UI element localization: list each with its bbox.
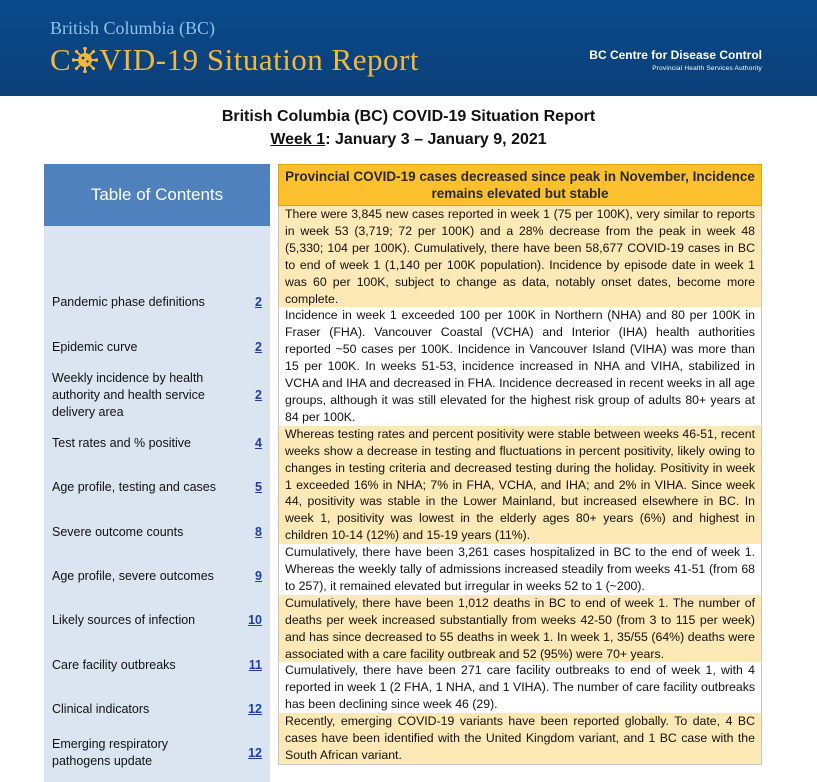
- summary-paragraph: Cumulatively, there have been 3,261 cases hospitalized in BC to the end of week 1. Whereas the weekly tally of admissions increased steadily from weeks 41-51 (from 68 to 257), it remained elevated but irregular in weeks 52 to 1 (~200).: [278, 544, 762, 595]
- toc-item-label: Age profile, severe outcomes: [52, 569, 214, 583]
- toc-item-label: Pandemic phase definitions: [52, 295, 205, 309]
- toc-item: [52, 370, 262, 421]
- summary-paragraph: Whereas testing rates and percent positivity were stable between weeks 46-51, recent weeks show a decrease in testing and fluctuations in percent positivity, likely owing to changes in testing criteria and decreased testing during the holiday. Positivity in week 1 exceeded 16% in NHA; 7% in FHA, VCHA, and IHA; and 2% in VIHA. Since week 44, positivity was stable in the Lower Mainland, but increased elsewhere in BC. In week 1, positivity was lowest in the elderly ages 80+ years (6%) and highest in children 10-14 (12%) and 15-19 years (11%).: [278, 426, 762, 544]
- org-name: BC Centre for Disease Control: [589, 48, 762, 62]
- summary-paragraph: Cumulatively, there have been 1,012 deaths in BC to end of week 1. The number of deaths per week increased substantially from weeks 42-50 (from 3 to 115 per week) and has since decreased to 55 deaths in week 1. In week 1, 35/55 (64%) deaths were associated with a care facility outbreak and 52 (95%) were 70+ years.: [278, 595, 762, 663]
- toc-page-link[interactable]: 2: [255, 340, 262, 354]
- summary-paragraph: There were 3,845 new cases reported in week 1 (75 per 100K), very similar to reports in week 53 (3,719; 72 per 100K) and a 28% decrease from the peak in week 48 (5,330; 104 per 100K). Cumulatively, there have been 58,677 COVID-19 cases in BC to end of week 1 (1,140 per 100K population). Incidence by episode date in week 1 was 60 per 100K, subject to change as data, notably onset dates, become more complete.: [278, 206, 762, 307]
- summary-headline: Provincial COVID-19 cases decreased since peak in November, Incidence remains elevated but stable: [278, 164, 762, 206]
- toc-page-link[interactable]: 5: [255, 480, 262, 494]
- banner-title: [50, 42, 419, 78]
- bccdc-logo: [589, 48, 762, 72]
- report-title: British Columbia (BC) COVID-19 Situation Report: [221, 108, 596, 125]
- toc-item-label: Emerging respiratory pathogens update: [52, 737, 169, 768]
- toc-item: [52, 435, 262, 452]
- week-range: : January 3 – January 9, 2021: [325, 131, 547, 148]
- toc-item-label: Age profile, testing and cases: [52, 480, 216, 494]
- week-label: Week 1: [270, 131, 326, 148]
- toc-item-label: Test rates and % positive: [52, 436, 191, 450]
- toc-item: [52, 736, 262, 770]
- toc-page-link[interactable]: 8: [255, 525, 262, 539]
- toc-item-label: Care facility outbreaks: [52, 658, 176, 672]
- toc-item-label: Clinical indicators: [52, 702, 150, 716]
- banner-title-prefix: C: [50, 42, 72, 77]
- report-banner: [0, 0, 817, 96]
- summary-paragraph: Recently, emerging COVID-19 variants have been reported globally. To date, 4 BC cases have been identified with the United Kingdom variant, and 1 BC case with the South African variant.: [278, 713, 762, 765]
- covid-virus-icon: [72, 47, 98, 73]
- toc-item: [52, 657, 262, 674]
- summary-paragraph: Cumulatively, there have been 271 care facility outbreaks to end of week 1, with 4 reported in week 1 (2 FHA, 1 NHA, and 1 VIHA). The number of care facility outbreaks has been declining since week 46 (29).: [278, 662, 762, 713]
- toc-page-link[interactable]: 4: [255, 436, 262, 450]
- table-of-contents: [44, 164, 270, 768]
- toc-item: [52, 701, 262, 718]
- toc-item: [52, 568, 262, 585]
- banner-subtitle: British Columbia (BC): [50, 18, 216, 38]
- toc-page-link[interactable]: 12: [248, 745, 262, 760]
- toc-item: [52, 612, 262, 629]
- toc-page-link[interactable]: 10: [248, 613, 262, 627]
- toc-item-label: Severe outcome counts: [52, 525, 184, 539]
- toc-page-link[interactable]: 11: [248, 658, 262, 672]
- toc-item: [52, 479, 262, 496]
- toc-page-link[interactable]: 2: [255, 295, 262, 309]
- banner-title-suffix: VID-19 Situation Report: [99, 42, 419, 77]
- toc-page-link[interactable]: 2: [255, 388, 262, 402]
- report-week: [0, 131, 817, 149]
- toc-page-link[interactable]: 9: [255, 569, 262, 583]
- toc-list: [44, 226, 270, 782]
- toc-item: [52, 524, 262, 541]
- toc-page-link[interactable]: 12: [248, 702, 262, 716]
- org-subname: Provincial Health Services Authority: [652, 65, 762, 72]
- toc-item: [52, 294, 262, 311]
- summary-paragraph: Incidence in week 1 exceeded 100 per 100K in Northern (NHA) and 80 per 100K in Fraser (FHA). Vancouver Coastal (VCHA) and Interior (IHA) health authorities reported ~50 cases per 100K. Incidence in Vancouver Island (VIHA) was more than 15 per 100K. In weeks 51-53, incidence increased in NHA and VIHA, stabilized in VCHA and IHA and decreased in FHA. Incidence decreased in recent weeks in all age groups, although it was still elevated for the highest risk group of adults 80+ years at 84 per 100K.: [278, 307, 762, 425]
- toc-item-label: Epidemic curve: [52, 340, 138, 354]
- toc-item-label: Weekly incidence by health authority and health service delivery area: [52, 371, 205, 419]
- toc-item-label: Likely sources of infection: [52, 613, 196, 627]
- toc-heading: Table of Contents: [44, 164, 270, 226]
- toc-item: [52, 339, 262, 356]
- summary-section: [278, 164, 762, 765]
